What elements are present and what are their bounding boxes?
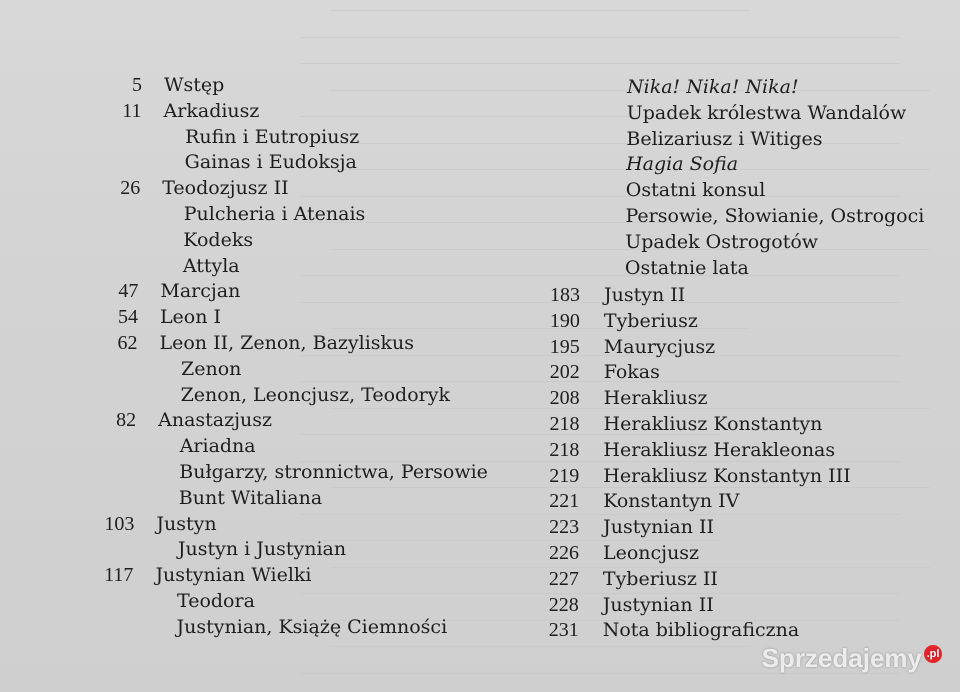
- toc-page-number: 117: [104, 564, 134, 587]
- toc-entry-title: Attyla: [182, 254, 240, 277]
- toc-page-number: 231: [548, 619, 579, 642]
- toc-entry-title: Hagia Sofia: [626, 153, 739, 176]
- toc-entry-title: Nota bibliograficzna: [602, 619, 800, 642]
- toc-page-number: 26: [120, 177, 141, 200]
- watermark-text: Sprzedajemy: [761, 643, 922, 673]
- toc-page-number: 11: [122, 99, 142, 122]
- toc-entry-title: Justynian II: [602, 593, 714, 616]
- toc-page-number: 103: [104, 512, 135, 535]
- toc-page-number: 195: [549, 335, 580, 358]
- toc-entry-title: Justynian II: [603, 516, 714, 539]
- toc-entry-title: Herakliusz Konstantyn: [603, 413, 823, 435]
- toc-entry-title: Tyberiusz: [603, 309, 698, 332]
- toc-entry-title: Maurycjusz: [603, 335, 716, 358]
- toc-entry-title: Belizariusz i Witiges: [626, 127, 823, 150]
- toc-page-number: 54: [117, 306, 138, 329]
- toc-page-number: 221: [549, 490, 580, 513]
- toc-entry-title: Arkadiusz: [163, 99, 260, 122]
- toc-entry-title: Justyn II: [604, 284, 686, 306]
- toc-entry-title: Ostatnie lata: [624, 256, 749, 279]
- toc-entry-title: Gainas i Eudoksja: [184, 151, 357, 174]
- toc-page-number: 219: [549, 464, 580, 487]
- toc-page-number: 223: [549, 516, 580, 539]
- toc-entry-title: Tyberiusz II: [602, 567, 718, 590]
- toc-entry-title: Bunt Witaliana: [178, 486, 323, 509]
- toc-entry-title: Teodozjusz II: [162, 177, 289, 200]
- toc-entry-title: Leon II, Zenon, Bazyliskus: [159, 332, 415, 354]
- toc-entry-title: Marcjan: [160, 280, 241, 303]
- toc-entry-title: Zenon, Leoncjusz, Teodoryk: [180, 383, 450, 406]
- toc-entry-title: Herakliusz Herakleonas: [603, 438, 836, 461]
- toc-page-number: 227: [548, 567, 579, 590]
- toc-page-number: 228: [548, 593, 579, 616]
- toc-entry-title: Leoncjusz: [603, 542, 700, 564]
- toc-entry-title: Justyn i Justynian: [177, 538, 347, 561]
- watermark-badge: .pl: [924, 645, 942, 663]
- watermark-logo: [762, 643, 942, 674]
- toc-page-number: 226: [549, 542, 579, 564]
- toc-page-number: 5: [132, 74, 142, 96]
- bleed-line: [300, 63, 900, 64]
- toc-entry-title: Upadek królestwa Wandalów: [626, 101, 907, 124]
- toc-page-number: 62: [117, 332, 138, 354]
- toc-entry-title: Nika! Nika! Nika!: [627, 76, 799, 98]
- toc-page-number: 183: [550, 284, 580, 306]
- toc-page-number: 218: [549, 438, 580, 461]
- bleed-line: [300, 514, 900, 515]
- toc-entry-title: Anastazjusz: [158, 409, 273, 432]
- toc-entry-title: Kodeks: [183, 228, 254, 251]
- bleed-line: [300, 302, 900, 303]
- toc-page-number: 208: [549, 387, 580, 410]
- toc-entry-title: Herakliusz Konstantyn III: [603, 464, 851, 487]
- bleed-line: [330, 646, 750, 647]
- toc-entry-title: Herakliusz: [603, 387, 708, 410]
- toc-entry-title: Upadek Ostrogotów: [625, 230, 819, 253]
- toc-entry-title: Leon I: [159, 306, 222, 329]
- bleed-line: [300, 593, 900, 594]
- toc-page-number: 47: [118, 280, 139, 303]
- toc-entry-title: Rufin i Eutropiusz: [185, 125, 360, 148]
- toc-entry-title: Bułgarzy, stronnictwa, Persowie: [179, 461, 488, 483]
- toc-entry-title: Justyn: [156, 512, 217, 535]
- toc-page-number: 202: [549, 361, 580, 384]
- bleed-line: [300, 196, 900, 197]
- toc-entry-title: Zenon: [181, 357, 242, 380]
- toc-page-number: 218: [549, 413, 580, 435]
- toc-page-number: 82: [116, 409, 137, 432]
- bleed-line: [300, 37, 900, 38]
- toc-entry-title: Ariadna: [179, 435, 256, 458]
- toc-entry-title: Teodora: [177, 590, 255, 612]
- toc-page-number: 190: [549, 309, 580, 332]
- bleed-line: [300, 275, 900, 276]
- bleed-line: [330, 10, 750, 11]
- toc-entry-title: Wstęp: [164, 74, 225, 96]
- toc-entry-title: Ostatni konsul: [625, 179, 766, 202]
- toc-entry-title: Justynian, Książę Ciemności: [176, 615, 448, 638]
- toc-entry-title: Pulcheria i Atenais: [183, 203, 366, 225]
- toc-entry-title: Persowie, Słowianie, Ostrogoci: [625, 205, 925, 227]
- toc-entry-title: Fokas: [603, 361, 660, 384]
- toc-entry-title: Justynian Wielki: [155, 564, 312, 587]
- toc-entry-title: Konstantyn IV: [603, 490, 740, 513]
